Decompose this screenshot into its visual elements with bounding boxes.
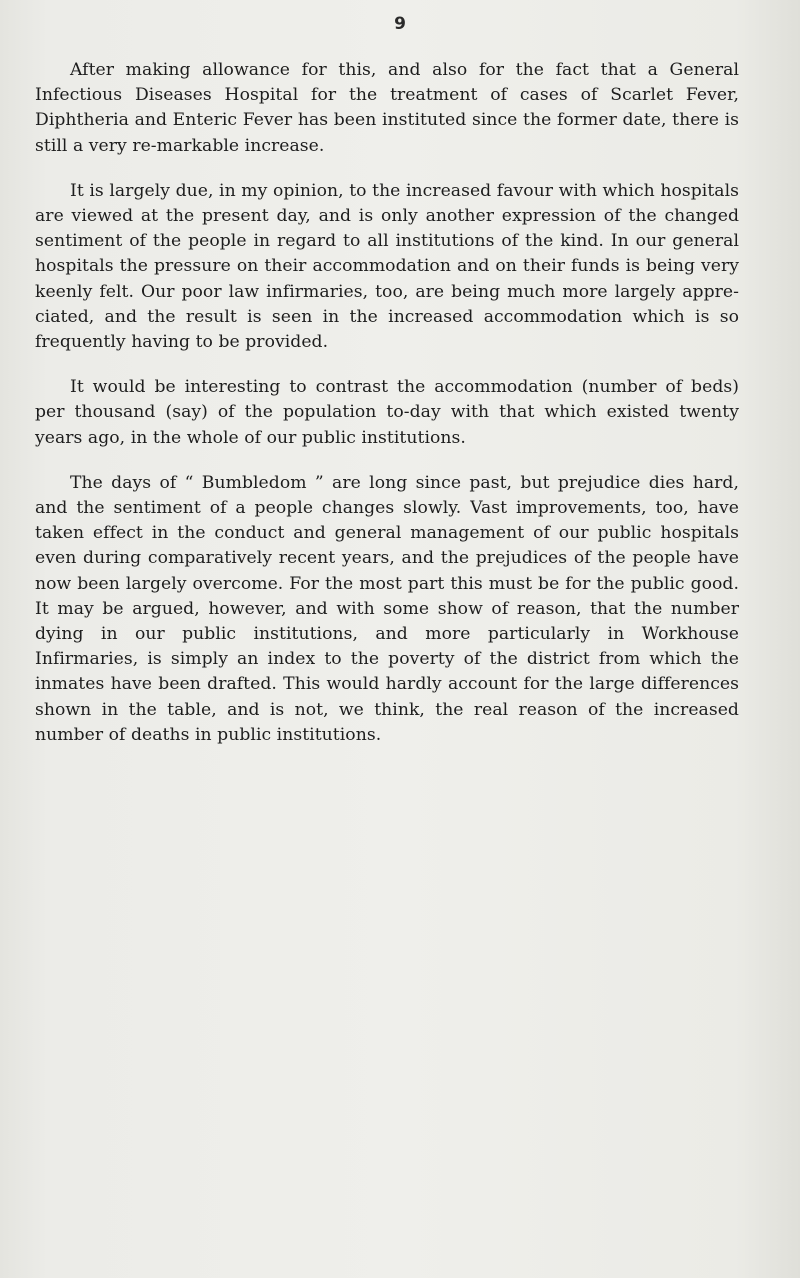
- body-text: [35, 58, 739, 768]
- paragraph-4: The days of “ Bumbledom ” are long since past, but prejudice dies hard, and the sentiment of a people changes slowly. Vast improvements, too, have taken effect in the conduct and general management of our public hospitals even during comparatively recent years, and the prejudices of the people have now been largely overcome. For the most part this must be for the public good. It may be argued, however, and with some show of reason, that the number dying in our public institutions, and more particularly in Workhouse Infirmaries, is simply an index to the poverty of the district from which the inmates have been drafted. This would hardly account for the large differences shown in the table, and is not, we think, the real reason of the increased number of deaths in public institutions.: [35, 472, 739, 745]
- paragraph-1: After making allowance for this, and also for the fact that a General Infectious Diseases Hospital for the treatment of cases of Scarlet Fever, Diphtheria and Enteric Fever has been instituted since the former date, there is still a very re-markable increase.: [35, 60, 739, 156]
- paragraph-3: It would be interesting to contrast the accommodation (number of beds) per thousand (say) of the population to-day with that which existed twenty years ago, in the whole of our public institutions.: [35, 377, 739, 448]
- paragraph-2: It is largely due, in my opinion, to the increased favour with which hospitals are viewed at the present day, and is only another expression of the changed sentiment of the people in regard to all institutions of the kind. In our general hospitals the pressure on their accommodation and on their funds is being very keenly felt. Our poor law infirmaries, too, are being much more largely appre-ciated, and the result is seen in the increased accommodation which is so frequently having to be provided.: [35, 180, 739, 353]
- page-number: 9: [394, 14, 406, 34]
